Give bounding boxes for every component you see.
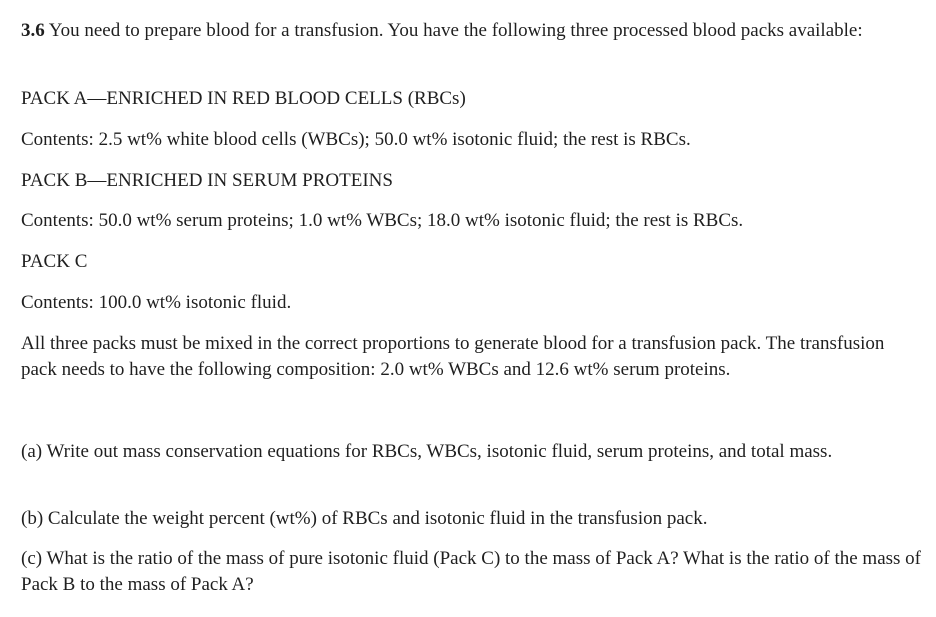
pack-c-heading: PACK C bbox=[21, 251, 88, 272]
problem-number: 3.6 bbox=[21, 20, 45, 41]
question-c: (c) What is the ratio of the mass of pure isotonic fluid (Pack C) to the mass of Pack A? What is the ratio of the mass of Pack B to the mass of Pack A? bbox=[21, 548, 922, 595]
pack-b-contents: Contents: 50.0 wt% serum proteins; 1.0 wt% WBCs; 18.0 wt% isotonic fluid; the rest is RBCs. bbox=[21, 210, 744, 231]
pack-b-heading: PACK B—ENRICHED IN SERUM PROTEINS bbox=[21, 170, 393, 191]
question-a: (a) Write out mass conservation equations for RBCs, WBCs, isotonic fluid, serum proteins, and total mass. bbox=[21, 441, 833, 462]
problem-intro bbox=[21, 18, 921, 44]
pack-a-contents: Contents: 2.5 wt% white blood cells (WBCs); 50.0 wt% isotonic fluid; the rest is RBCs. bbox=[21, 129, 691, 150]
pack-c-contents: Contents: 100.0 wt% isotonic fluid. bbox=[21, 292, 292, 313]
problem-intro-text: You need to prepare blood for a transfusion. You have the following three processed blood packs available: bbox=[48, 20, 863, 41]
question-b: (b) Calculate the weight percent (wt%) of RBCs and isotonic fluid in the transfusion pack. bbox=[21, 508, 708, 529]
mixing-requirements: All three packs must be mixed in the correct proportions to generate blood for a transfusion pack. The transfusion pack needs to have the following composition: 2.0 wt% WBCs and 12.6 wt% serum proteins. bbox=[21, 333, 885, 380]
pack-a-heading: PACK A—ENRICHED IN RED BLOOD CELLS (RBCs) bbox=[21, 88, 466, 109]
